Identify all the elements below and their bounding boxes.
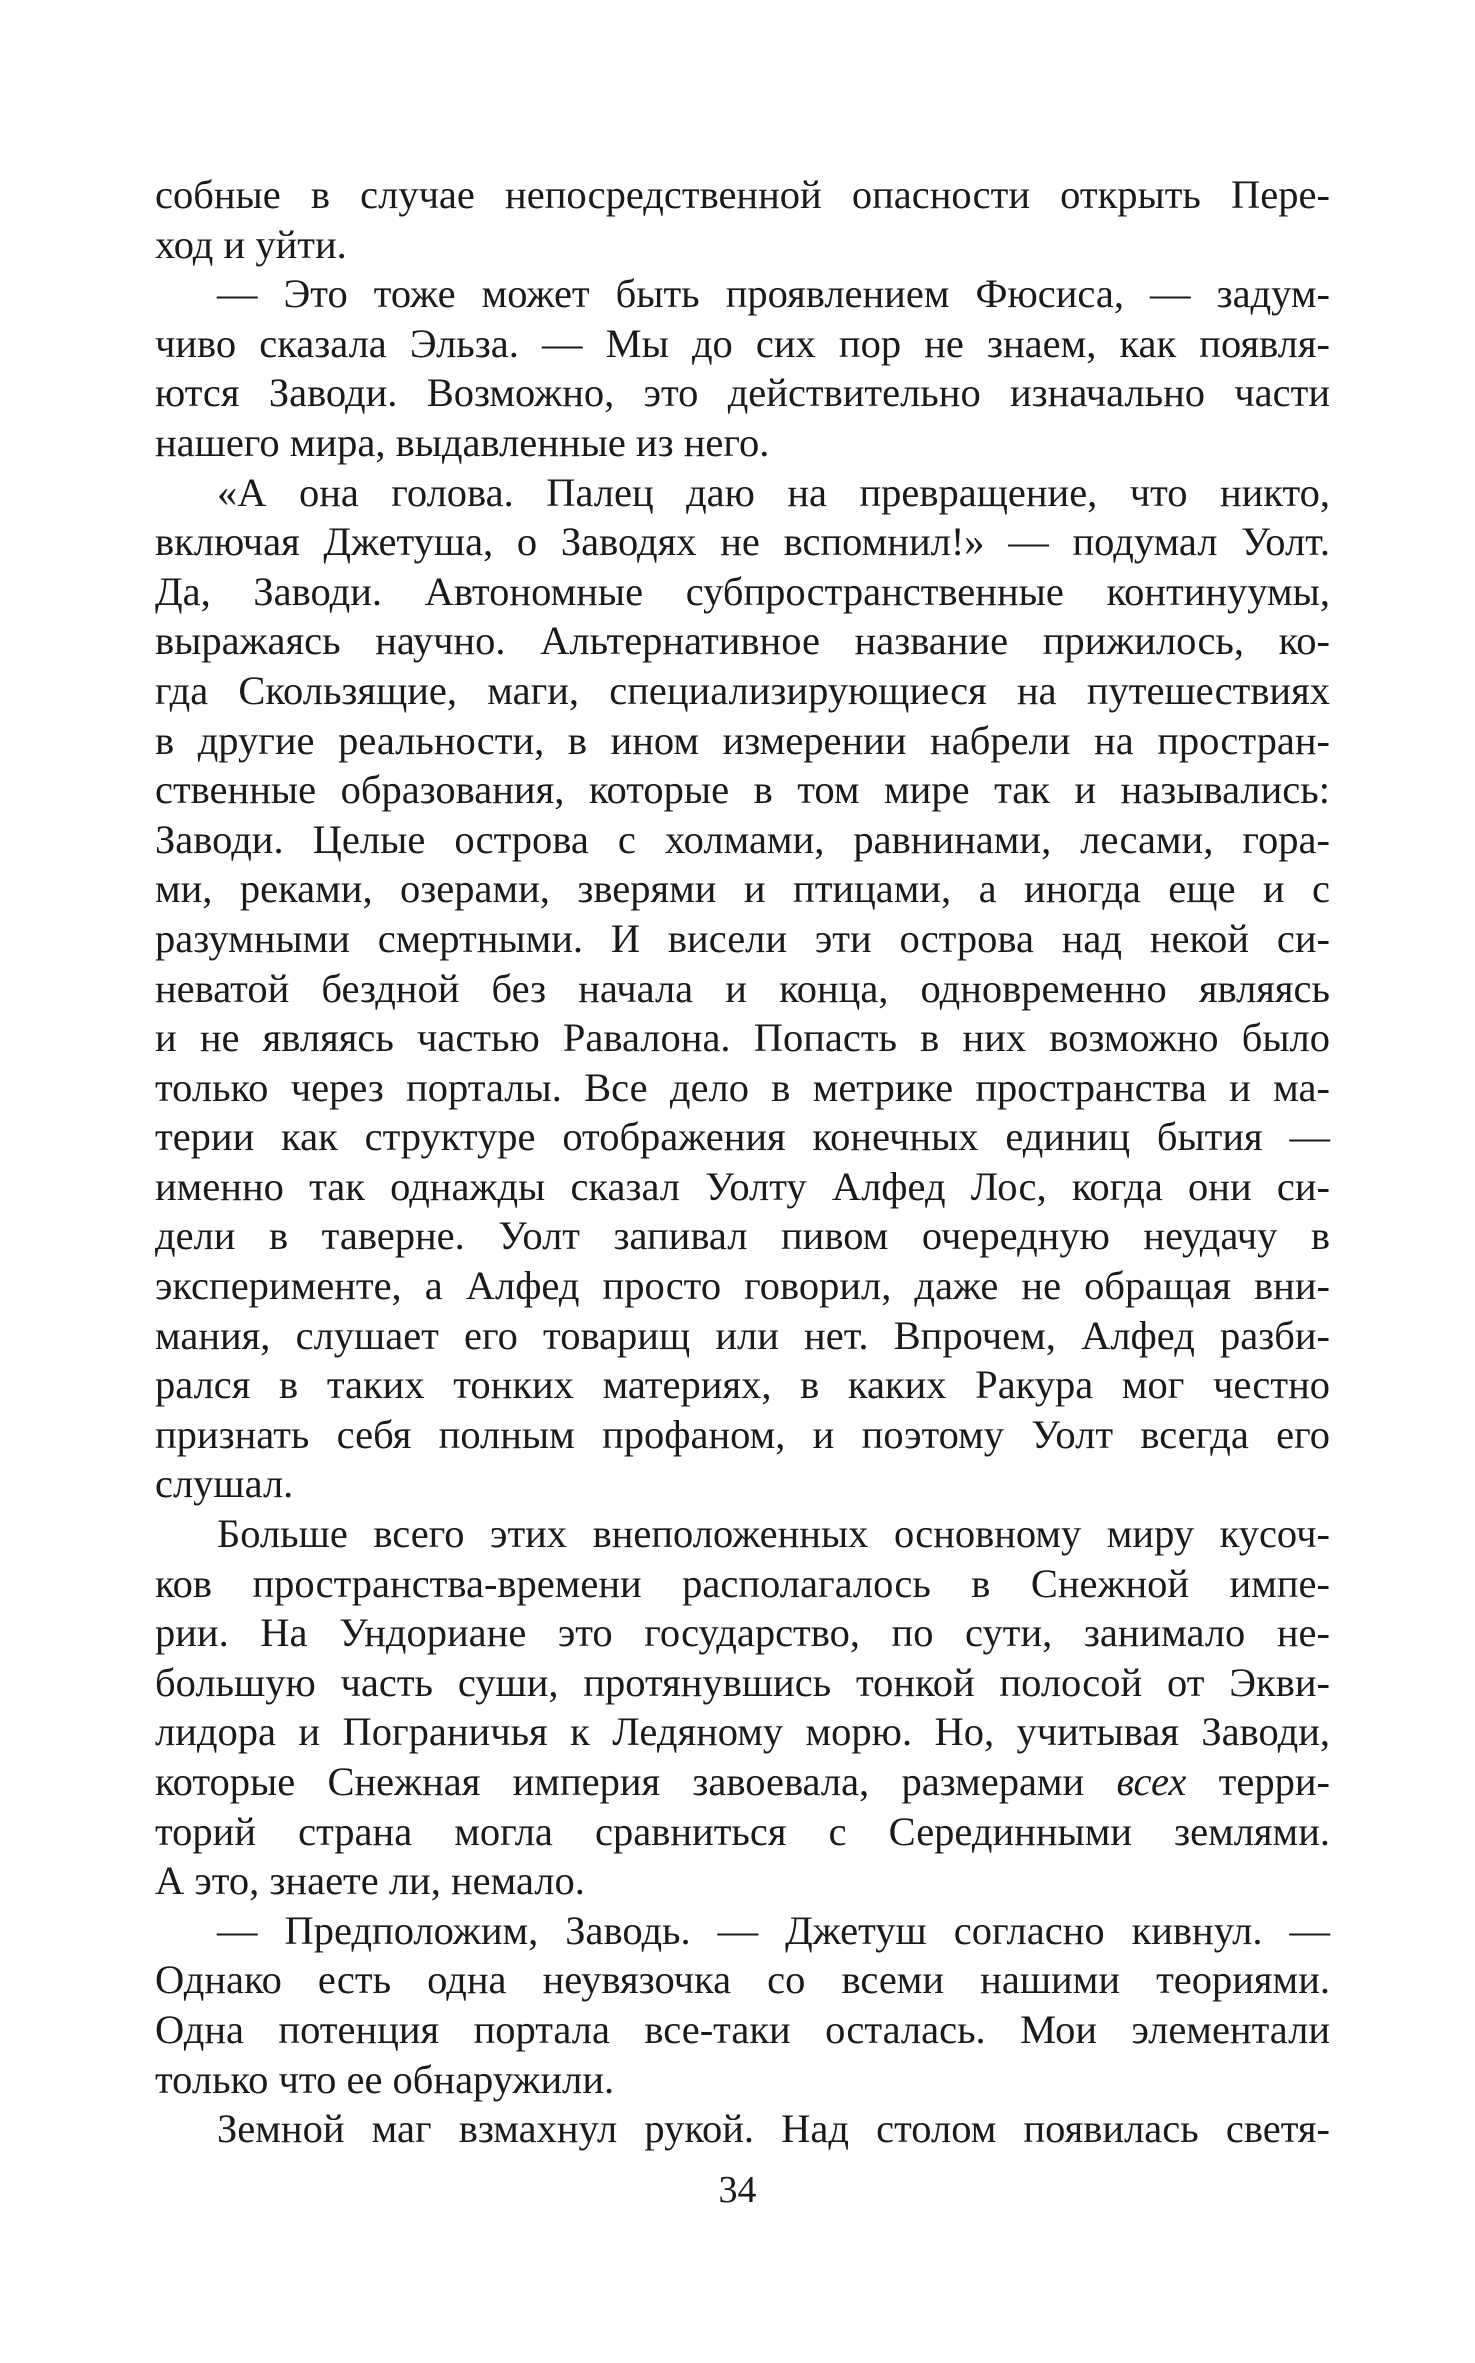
text-line: ход и уйти. <box>155 221 347 267</box>
text-line: торий страна могла сравниться с Серединными землями. <box>155 1808 1330 1854</box>
text-line: выражаясь научно. Альтернативное название прижилось, ко- <box>155 618 1330 664</box>
text-line: — Предположим, Заводь. — Джетуш согласно кивнул. — <box>217 1907 1330 1953</box>
text-line: включая Джетуша, о Заводях не вспомнил!» — подумал Уолт. <box>155 519 1330 565</box>
text-line: ков пространства-времени располагалось в Снежной импе- <box>155 1560 1330 1606</box>
text-line: Одна потенция портала все-таки осталась. Мои элементали <box>155 2006 1330 2052</box>
text-line: терии как структуре отображения конечных единиц бытия — <box>155 1114 1330 1160</box>
text-line: ственные образования, которые в том мире так и назывались: <box>155 767 1330 813</box>
text-line: слушал. <box>155 1461 294 1507</box>
text-line: чиво сказала Эльза. — Мы до сих пор не знаем, как появля- <box>155 320 1330 366</box>
text-line: только через порталы. Все дело в метрике пространства и ма- <box>155 1064 1330 1110</box>
text-line: признать себя полным профаном, и поэтому Уолт всегда его <box>155 1411 1330 1457</box>
text-line: гда Скользящие, маги, специализирующиеся на путешествиях <box>155 667 1330 713</box>
text-line <box>155 1757 1330 1807</box>
text-line: лидора и Пограничья к Ледяному морю. Но, учитывая Заводи, <box>155 1709 1330 1755</box>
text-line: нашего мира, выдавленные из него. <box>155 419 770 465</box>
text-line: Да, Заводи. Автономные субпространственные континуумы, <box>155 568 1330 614</box>
text-line: дели в таверне. Уолт запивал пивом очередную неудачу в <box>155 1213 1330 1259</box>
text-line: именно так однажды сказал Уолту Алфед Лос, когда они си- <box>155 1163 1330 1209</box>
text-line: неватой бездной без начала и конца, одновременно являясь <box>155 965 1330 1011</box>
text-line: Однако есть одна неувязочка со всеми нашими теориями. <box>155 1957 1330 2003</box>
text-line: рался в таких тонких материях, в каких Ракура мог честно <box>155 1362 1330 1408</box>
text-line: в другие реальности, в ином измерении набрели на простран- <box>155 717 1330 763</box>
text-line: ми, реками, озерами, зверями и птицами, а иногда еще и с <box>155 866 1330 912</box>
text-line: А это, знаете ли, немало. <box>155 1858 585 1904</box>
italic-segment: всех <box>1116 1759 1187 1804</box>
text-line: Земной маг взмахнул рукой. Над столом появилась светя- <box>217 2106 1330 2152</box>
body-text <box>155 170 1330 2154</box>
text-line: мания, слушает его товарищ или нет. Впрочем, Алфед разби- <box>155 1312 1330 1358</box>
text-line: эксперименте, а Алфед просто говорил, даже не обращая вни- <box>155 1263 1330 1309</box>
text-segment: которые Снежная империя завоевала, размерами <box>155 1759 1117 1804</box>
text-line: разумными смертными. И висели эти острова над некой си- <box>155 915 1330 961</box>
text-line: Больше всего этих внеположенных основному миру кусоч- <box>217 1511 1330 1557</box>
text-line: Заводи. Целые острова с холмами, равнинами, лесами, гора- <box>155 816 1330 862</box>
text-segment: терри- <box>1186 1759 1331 1804</box>
text-line: большую часть суши, протянувшись тонкой полосой от Экви- <box>155 1659 1330 1705</box>
text-line: собные в случае непосредственной опасности открыть Пере- <box>155 172 1330 217</box>
text-line: ются Заводи. Возможно, это действительно изначально части <box>155 370 1330 416</box>
text-line: только что ее обнаружили. <box>155 2056 615 2102</box>
text-line: «А она голова. Палец даю на превращение, что никто, <box>217 469 1330 515</box>
text-line: — Это тоже может быть проявлением Фюсиса, — задум- <box>217 271 1330 317</box>
text-line: и не являясь частью Равалона. Попасть в них возможно было <box>155 1015 1330 1061</box>
page-number: 34 <box>718 2169 757 2211</box>
text-line: рии. На Ундориане это государство, по сути, занимало не- <box>155 1610 1330 1656</box>
